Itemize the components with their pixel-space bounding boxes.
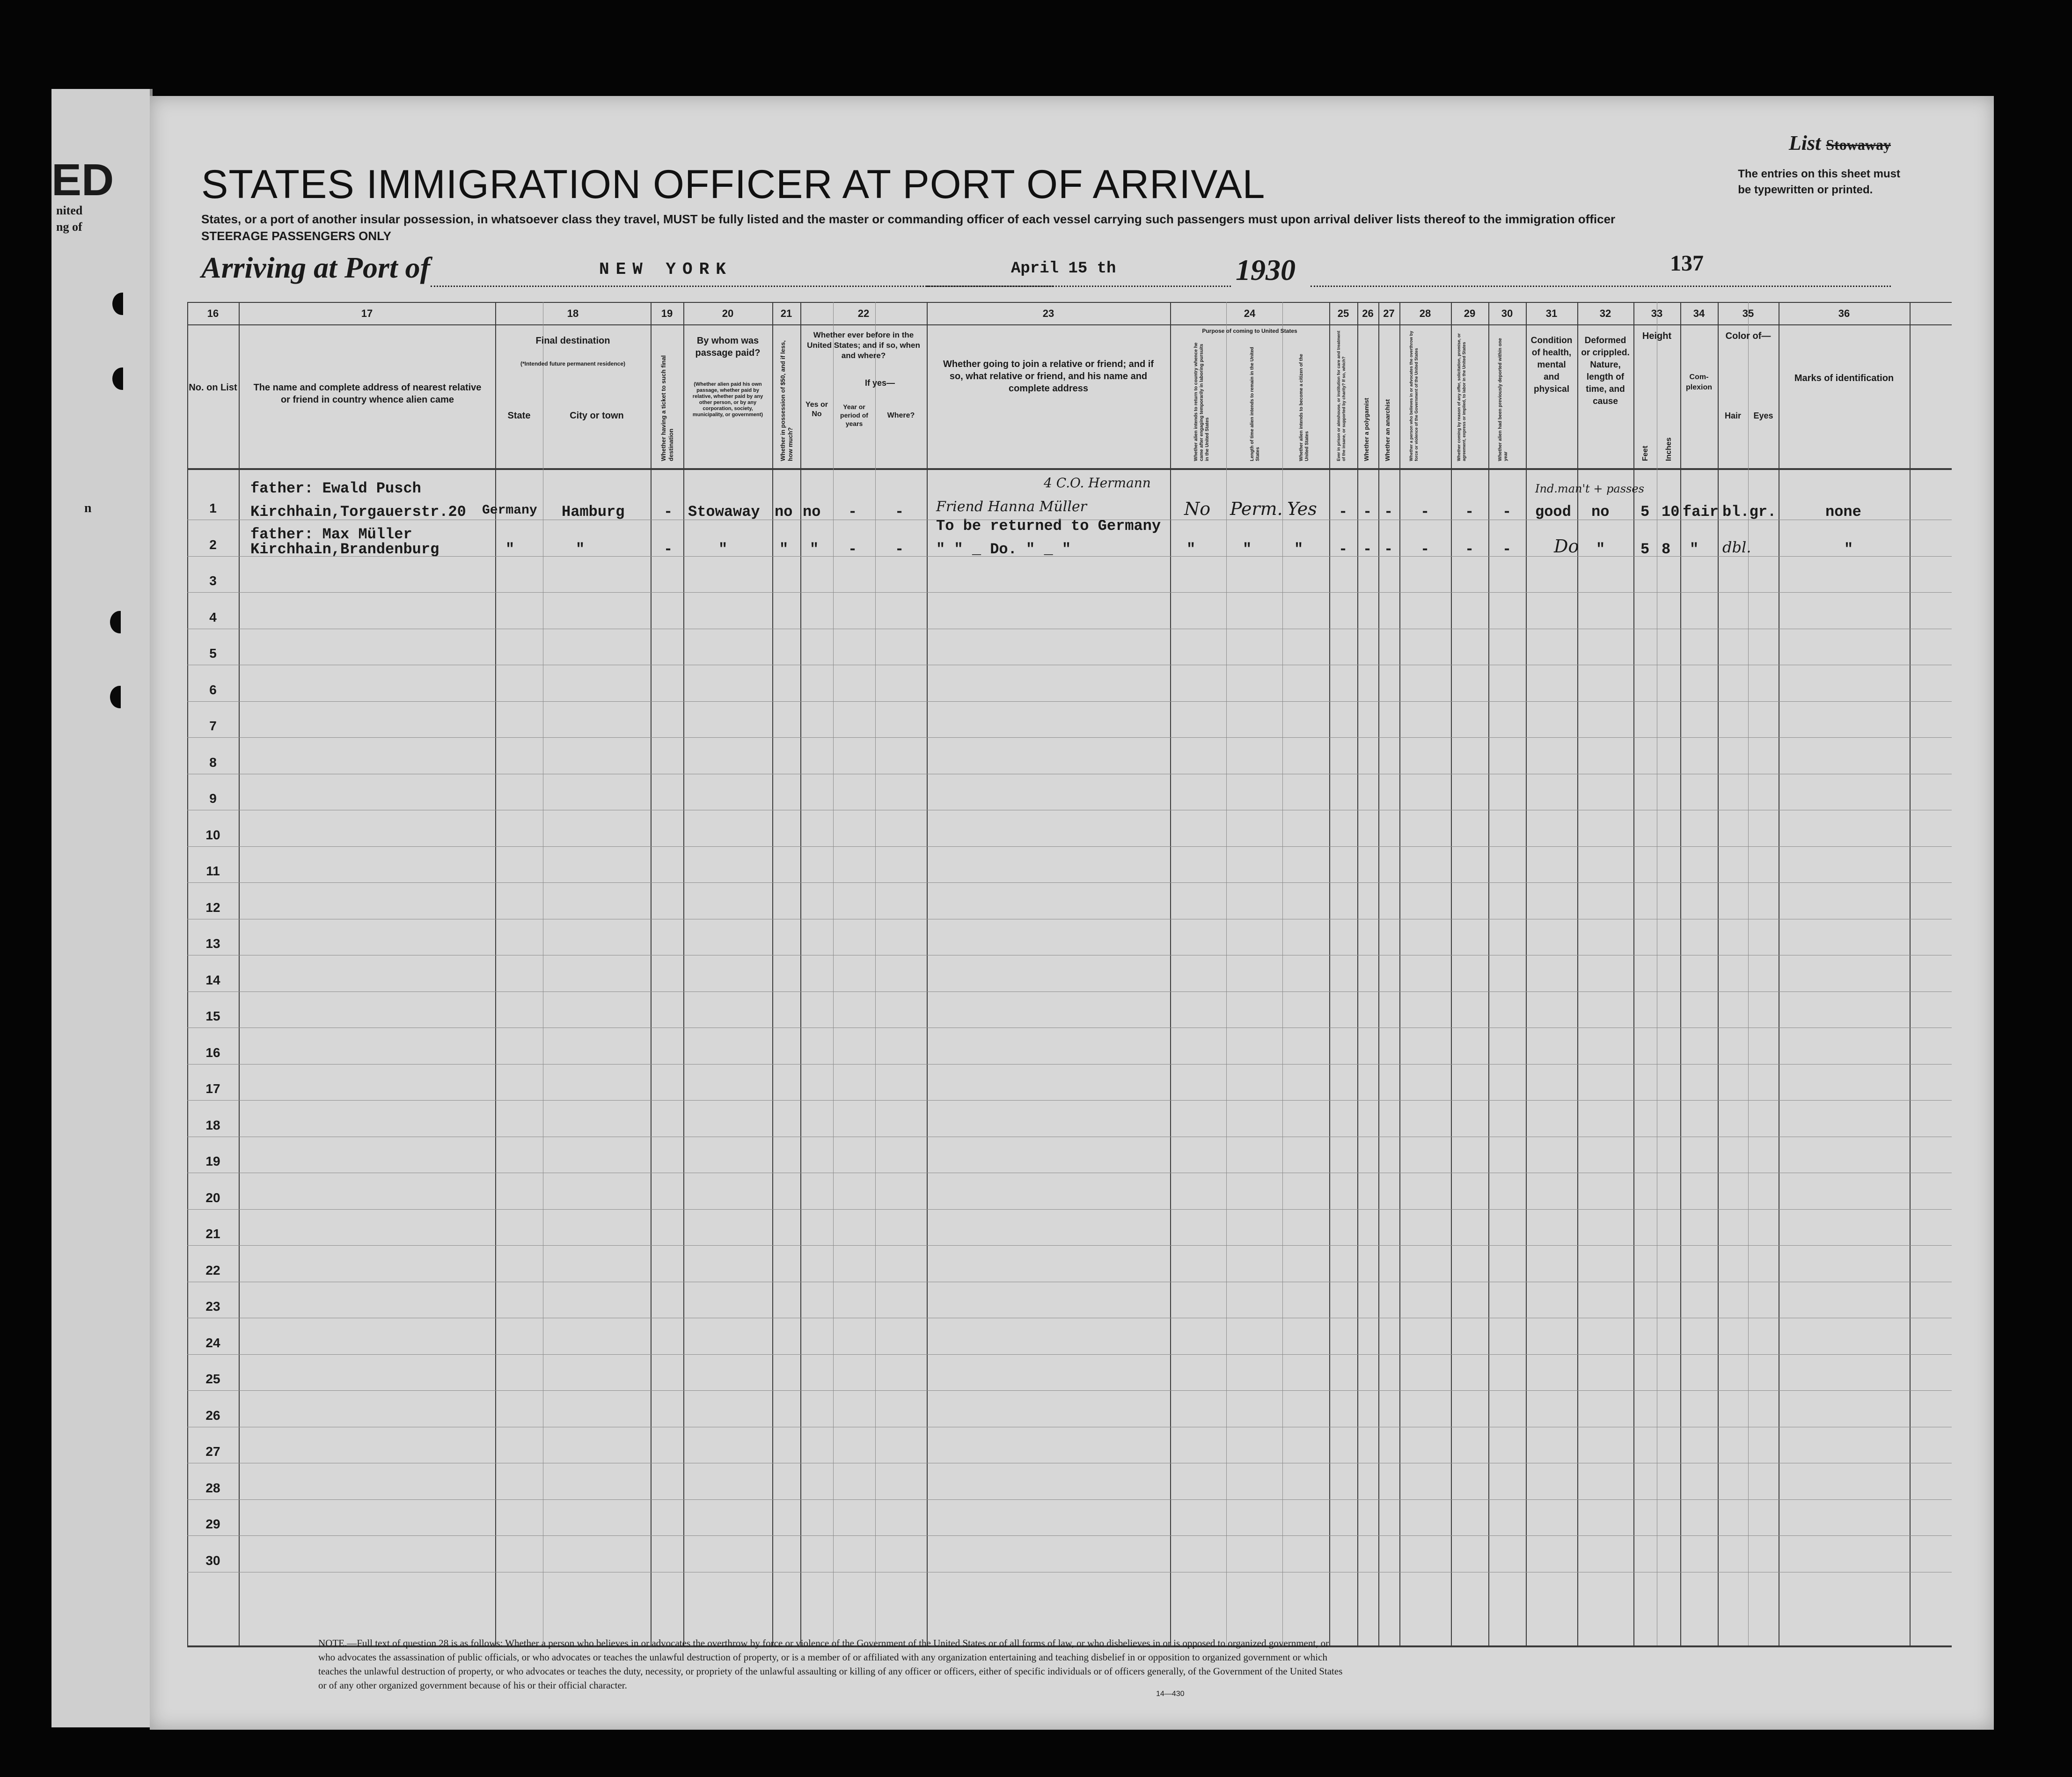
row-number: 27 (205, 1444, 220, 1459)
arriving-label: Arriving at Port of (201, 251, 430, 284)
header-purpose: Purpose of coming to United States (1202, 328, 1297, 334)
row2-purpose-b: " (1243, 541, 1252, 558)
list-value: Stowaway (1826, 136, 1891, 153)
left-page-fragment: ED (51, 155, 114, 205)
row1-c25: - (1339, 503, 1348, 521)
row-number: 10 (205, 827, 220, 842)
column-border (1577, 302, 1578, 1645)
column-border (239, 302, 240, 1645)
row2-where: - (895, 541, 904, 558)
row-rule (187, 846, 1952, 847)
column-border (1910, 302, 1911, 1645)
date-fill-line (927, 286, 1231, 287)
row1-state: Germany (482, 503, 537, 518)
table-border (187, 302, 1952, 303)
header-overthrow: Whether a person who believes in or advocates the overthrow by force or violence of the Government of the United States (1409, 330, 1419, 461)
row2-c25: - (1339, 541, 1348, 558)
column-border (1329, 302, 1330, 1645)
row1-marks: none (1825, 503, 1861, 521)
date-value: April 15 th (1011, 260, 1116, 278)
row-rule (187, 737, 1952, 738)
row-rule (187, 1209, 1952, 1210)
row2-health: Do (1554, 536, 1579, 557)
column-border (833, 302, 834, 1645)
header-passage-paid-note: (Whether alien paid his own passage, whether paid by relative, whether paid by any other person, or by any corporation, society, municipality, or government) (692, 382, 763, 418)
row1-relative-line2: Kirchhain,Torgauerstr.20 (250, 503, 466, 521)
row1-purpose-b: Perm. (1230, 499, 1283, 519)
page-title: STATES IMMIGRATION OFFICER AT PORT OF ARRIVAL (201, 162, 1266, 207)
column-number: 31 (1545, 308, 1558, 319)
table-border (187, 324, 1952, 325)
row2-complexion: " (1690, 541, 1699, 558)
header-money: Whether in possession of $50, and if less, how much? (779, 340, 794, 461)
header-color-of: Color of— (1725, 331, 1771, 341)
header-ticket: Whether having a ticket to such final destination (660, 355, 674, 461)
row-number: 30 (205, 1553, 220, 1568)
subtitle-line: STEERAGE PASSENGERS ONLY (201, 229, 391, 243)
row2-before-in-us: " (810, 541, 819, 558)
header-labor-offer: Whether coming by reason of any offer, solicitation, promise, or agreement, express or implied, to labor in the United States (1457, 333, 1466, 461)
row2-c30: - (1502, 541, 1512, 558)
row1-ticket: - (664, 503, 673, 521)
row-number: 29 (205, 1517, 220, 1531)
row1-inches: 10 (1662, 503, 1680, 521)
row-rule (187, 882, 1952, 883)
row1-c28: - (1420, 503, 1430, 521)
row1-c26: - (1363, 503, 1372, 521)
footer-note: NOTE.—Full text of question 28 is as follows: Whether a person who believes in or advocates the overthrow by force or violence of the Government of the United States or of all forms of law, or who disbelieves in or is opposed to organized government, or who advocates the assassination of public officials, or who advocates or teaches the unlawful destruction of property, or is a member of or affiliated with any organization entertaining and teaching disbelief in or opposition to organized government or which teaches the unlawful destruction of property, or who advocates or teaches the duty, necessity, or propriety of the unlawful assaulting or killing of any officer or officers, either of specific individuals or of officers generally, of the Government of the United States or of any other organized government because of his or their official character. (318, 1637, 1343, 1691)
row-number: 2 (209, 537, 217, 552)
manifest-sheet (150, 96, 1994, 1730)
row-number: 4 (209, 609, 217, 624)
header-eyes: Eyes (1753, 411, 1773, 420)
row1-c27: - (1384, 503, 1393, 521)
row-rule (187, 701, 1952, 702)
column-border (1680, 302, 1681, 1645)
left-page-fragment: nited (56, 204, 83, 217)
header-where: Where? (887, 411, 915, 419)
row-number: 9 (209, 791, 217, 806)
row-rule (187, 592, 1952, 593)
row-rule (187, 1245, 1952, 1246)
column-number: 27 (1383, 308, 1395, 319)
row-number: 21 (205, 1226, 220, 1241)
row-rule (187, 1100, 1952, 1101)
row2-ticket: - (664, 541, 673, 558)
manifest-table (187, 302, 1952, 1645)
row-number: 20 (205, 1190, 220, 1205)
row-number: 17 (205, 1081, 220, 1096)
row-number: 22 (205, 1263, 220, 1278)
column-number: 33 (1651, 308, 1663, 319)
column-border (1357, 302, 1358, 1645)
row2-years: - (848, 541, 857, 558)
row2-relative-line1: father: Max Müller (250, 526, 412, 543)
column-number: 17 (361, 308, 373, 319)
row-rule (187, 1499, 1952, 1500)
column-border (187, 302, 188, 1645)
punch-hole (108, 683, 132, 711)
header-prison: Ever in prison or almshouse, or institution for care and treatment of the insane, or supported by charity? If so, which? (1336, 330, 1346, 461)
row-number: 11 (206, 864, 220, 878)
row2-purpose-a: " (1186, 541, 1196, 558)
column-border (1170, 302, 1171, 1645)
punch-hole (108, 609, 132, 636)
row1-years: - (848, 503, 857, 521)
subtitle-line: States, or a port of another insular possession, in whatsoever class they travel, MUST be fully listed and the master or commanding officer of each vessel carrying such passengers must upon arrival deliver lists thereof to the immigration officer (201, 212, 1616, 226)
row-number: 19 (205, 1154, 220, 1168)
column-border (1633, 302, 1634, 1645)
column-border (1526, 302, 1527, 1645)
punch-hole (110, 365, 134, 392)
row-number: 23 (205, 1299, 220, 1314)
row1-before-in-us: no (803, 503, 821, 521)
port-value: NEW YORK (599, 260, 732, 279)
header-inches: Inches (1665, 437, 1673, 461)
header-purpose-a: Whether alien intends to return to country whence he came after engaging temporarily in laboring pursuits in the United States (1193, 342, 1210, 461)
header-if-yes: If yes— (864, 378, 895, 388)
column-border (1378, 302, 1379, 1645)
header-purpose-c: Whether alien intends to become a citizen of the United States (1299, 354, 1310, 461)
header-purpose-b: Length of time alien intends to remain in the United States (1250, 347, 1260, 461)
row1-complexion: fair (1683, 503, 1719, 521)
row-rule (187, 1354, 1952, 1355)
header-before-in-us: Whether ever before in the United States; and if so, when and where? (807, 330, 920, 360)
row-number: 25 (205, 1372, 220, 1386)
column-number: 30 (1501, 308, 1513, 319)
column-number: 35 (1742, 308, 1754, 319)
row-number: 7 (209, 719, 217, 733)
row2-c28: - (1420, 541, 1430, 558)
row1-passage-paid: Stowaway (688, 503, 760, 521)
row1-purpose-a: No (1184, 499, 1211, 519)
table-border (187, 468, 1952, 470)
row2-hair-eyes: dbl. (1722, 538, 1751, 556)
page-fill-line (1311, 286, 1891, 287)
header-polygamist: Whether a polygamist (1363, 397, 1370, 461)
column-number: 36 (1838, 308, 1850, 319)
header-years: Year or period of years (840, 403, 868, 427)
list-label-text: List (1788, 132, 1821, 154)
column-border (800, 302, 801, 1645)
column-number: 26 (1362, 308, 1374, 319)
row1-purpose-c: Yes (1287, 499, 1317, 519)
row2-inches: 8 (1662, 541, 1671, 558)
header-passage-paid: By whom was passage paid? (695, 336, 761, 358)
column-number: 28 (1419, 308, 1431, 319)
header-city-or-town: City or town (570, 411, 624, 421)
column-border (1399, 302, 1400, 1645)
sheet-note-line: be typewritten or printed. (1738, 184, 1873, 196)
header-anarchist: Whether an anarchist (1384, 399, 1391, 461)
column-border (1451, 302, 1452, 1645)
row-number: 18 (205, 1117, 220, 1132)
row1-c29: - (1465, 503, 1474, 521)
row1-hair-eyes: bl.gr. (1722, 503, 1777, 521)
header-yes-or-no: Yes or No (805, 401, 828, 418)
row1-c30: - (1502, 503, 1512, 521)
row2-deformed: " (1596, 541, 1605, 558)
row-rule (187, 1390, 1952, 1391)
header-relative-address: The name and complete address of nearest relative or friend in country whence alien came (253, 382, 482, 405)
left-page-edge (51, 89, 153, 1727)
row-number: 24 (205, 1335, 220, 1350)
row1-deformed: no (1591, 503, 1610, 521)
header-health: Condition of health, mental and physical (1530, 336, 1573, 394)
column-number: 32 (1599, 308, 1611, 319)
row-rule (187, 1535, 1952, 1536)
row1-joining-handwritten-above: 4 C.O. Hermann (1044, 475, 1151, 491)
header-state: State (507, 411, 531, 421)
sheet-note-line: The entries on this sheet must (1738, 168, 1900, 180)
column-number: 16 (207, 308, 219, 319)
header-joining-relative: Whether going to join a relative or friend; and if so, what relative or friend, and his name and complete address (943, 359, 1154, 394)
row-number: 13 (205, 936, 220, 951)
column-number: 29 (1464, 308, 1476, 319)
year-value: 1930 (1236, 253, 1296, 286)
header-feet: Feet (1641, 446, 1649, 461)
row2-relative-line2: Kirchhain,Brandenburg (250, 541, 439, 558)
row1-joining-handwritten: Friend Hanna Müller (936, 499, 1087, 515)
form-number: 14—430 (1156, 1690, 1185, 1698)
row2-money: " (779, 541, 789, 558)
page-number: 137 (1670, 251, 1704, 276)
column-number: 34 (1693, 308, 1705, 319)
column-border (1488, 302, 1489, 1645)
row2-joining: " " _ Do. " _ " (936, 541, 1071, 558)
row2-c29: - (1465, 541, 1474, 558)
row2-c27: - (1384, 541, 1393, 558)
header-no-on-list: No. on List (189, 382, 237, 393)
row-number: 8 (209, 755, 217, 770)
row1-relative-line1: father: Ewald Pusch (250, 480, 421, 497)
row-rule (187, 991, 1952, 992)
row-number: 6 (209, 682, 217, 697)
column-number: 19 (661, 308, 673, 319)
header-marks: Marks of identification (1794, 373, 1894, 383)
list-label (1789, 131, 1891, 155)
row-rule (187, 556, 1952, 557)
row-number: 26 (205, 1408, 220, 1423)
column-border (875, 302, 876, 1645)
row-number: 15 (205, 1009, 220, 1023)
row-number: 14 (205, 972, 220, 987)
column-number: 23 (1042, 308, 1054, 319)
row1-feet: 5 (1640, 503, 1650, 521)
row-number: 12 (205, 900, 220, 915)
row2-feet: 5 (1640, 541, 1650, 558)
row-number: 16 (205, 1045, 220, 1060)
row1-money: no (775, 503, 793, 521)
row1-where: - (895, 503, 904, 521)
column-number: 22 (857, 308, 870, 319)
column-number: 20 (722, 308, 734, 319)
header-final-destination-note: (*Intended future permanent residence) (520, 360, 626, 367)
row1-city: Hamburg (562, 503, 625, 521)
column-number: 24 (1244, 308, 1256, 319)
row-number: 5 (209, 646, 217, 661)
left-page-fragment: n (84, 501, 92, 515)
punch-hole (110, 290, 134, 317)
row-rule (187, 1064, 1952, 1065)
column-border (772, 302, 773, 1645)
header-hair: Hair (1724, 411, 1741, 420)
row2-state: " (505, 541, 515, 558)
column-number: 25 (1337, 308, 1349, 319)
row-number: 28 (205, 1480, 220, 1495)
header-deformed: Deformed or crippled. Nature, length of time, and cause (1581, 336, 1630, 406)
column-border (927, 302, 928, 1645)
column-border (1226, 302, 1227, 1645)
row2-passage-paid: " (718, 541, 728, 558)
column-border (651, 302, 652, 1645)
row1-joining-typed: To be returned to Germany (936, 517, 1161, 535)
row1-health-handwritten: Ind.man't + passes (1535, 482, 1644, 495)
sheet-note (1738, 166, 1900, 198)
row2-c26: - (1363, 541, 1372, 558)
header-complexion: Com-plexion (1685, 373, 1712, 391)
header-deported: Whether alien had been previously deported within one year (1498, 338, 1508, 461)
row-number: 1 (209, 501, 217, 515)
row2-marks: " (1844, 541, 1853, 558)
column-number: 21 (780, 308, 792, 319)
subtitle (201, 211, 1699, 244)
row-number: 3 (209, 573, 217, 588)
row2-purpose-c: " (1294, 541, 1303, 558)
left-page-fragment: ng of (56, 220, 82, 234)
column-number: 18 (567, 308, 579, 319)
column-border (683, 302, 684, 1645)
row1-health: good (1535, 503, 1571, 521)
header-final-destination: Final destination (535, 336, 610, 346)
header-height: Height (1642, 331, 1672, 341)
row2-city: " (576, 541, 585, 558)
